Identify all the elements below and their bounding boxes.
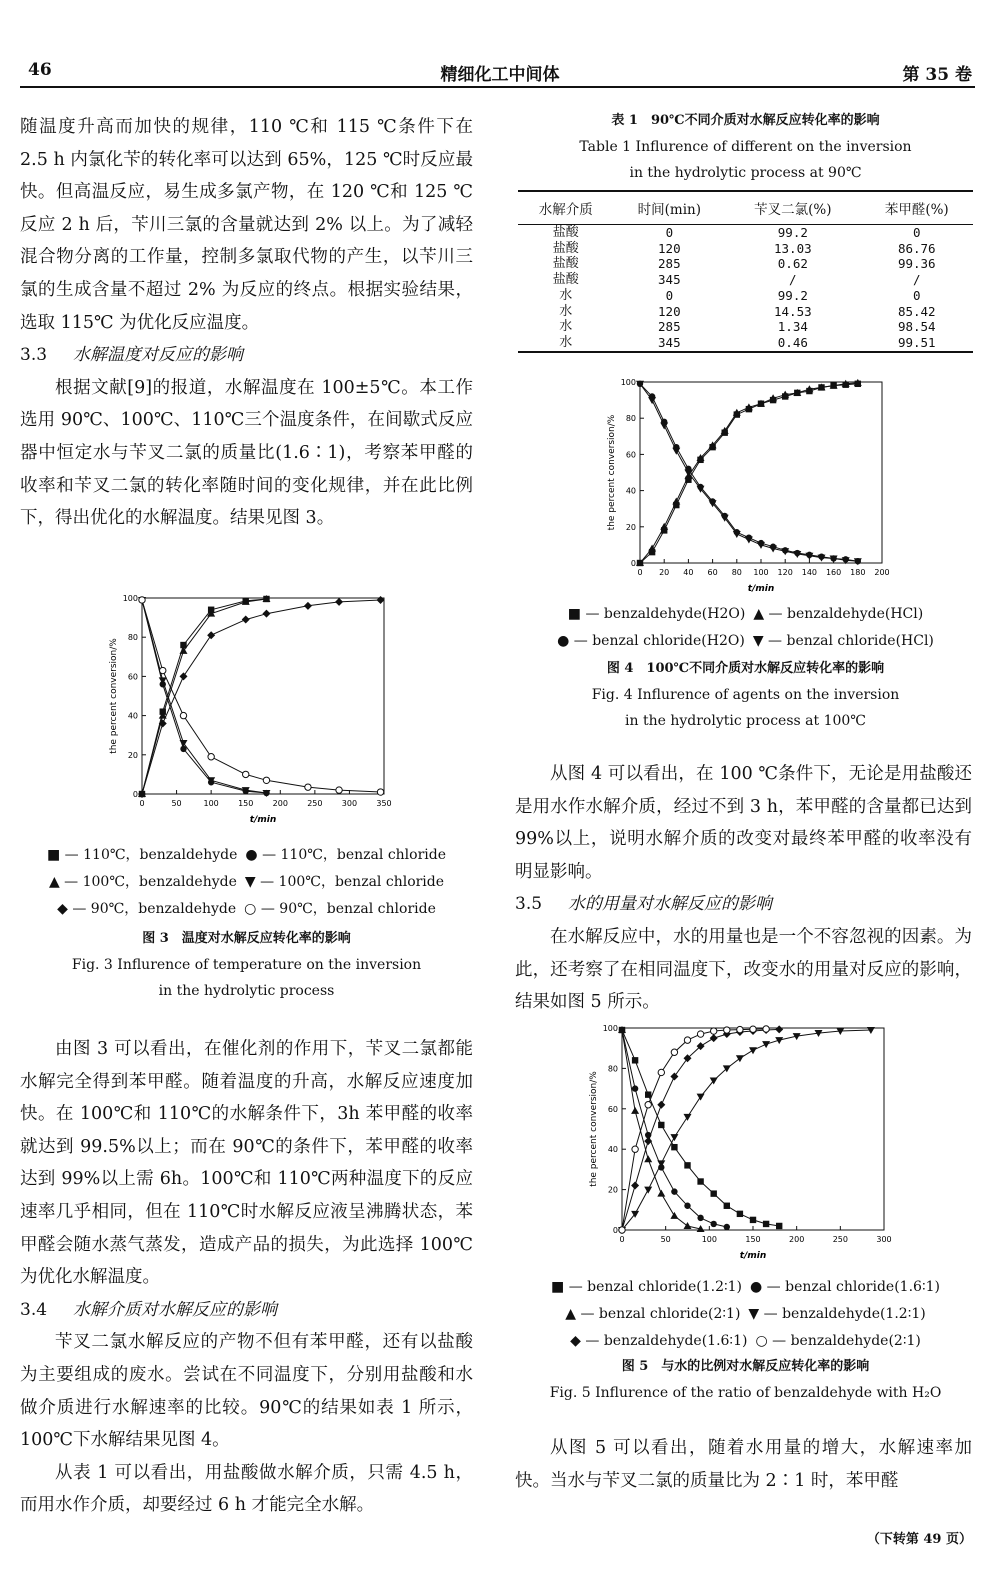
section-3-3-paragraph: 根据文献[9]的报道，水解温度在 100±5℃。本工作选用 90℃、100℃、110℃三个温度条件，在间歇式反应器中恒定水与苄叉二氯的质量比(1.6∶1)，考察苯甲醛的收率和苄叉二氯的转化率随时间的变化规律，并在此比例下，得出优化的水解温度。结果见图 3。 bbox=[20, 377, 473, 529]
legend-item: ● — 110℃，benzal chloride bbox=[245, 847, 446, 863]
x-tick-label: 200 bbox=[874, 568, 890, 577]
right-column-middle bbox=[515, 758, 972, 1019]
x-tick-label: 60 bbox=[707, 568, 718, 577]
legend-item: ◆ — 90℃，benzaldehyde bbox=[57, 901, 237, 917]
data-point bbox=[305, 784, 311, 790]
data-point bbox=[335, 598, 343, 606]
series-line bbox=[622, 1029, 766, 1230]
plot-frame bbox=[640, 382, 882, 563]
data-point bbox=[208, 754, 214, 760]
table-row: 水 120 14.53 85.42 bbox=[559, 303, 936, 319]
y-axis-label: the percent conversion/% bbox=[589, 1071, 599, 1187]
data-point bbox=[632, 1085, 638, 1091]
table-row: 盐酸 0 99.2 0 bbox=[552, 225, 921, 240]
table-1-caption-en: Table 1 Influrence of different on the inversion bbox=[579, 139, 912, 155]
x-tick-label: 0 bbox=[619, 1235, 625, 1244]
data-point bbox=[721, 515, 729, 522]
left-column bbox=[20, 111, 473, 535]
series-line bbox=[622, 1030, 779, 1226]
table-header: 时间(min) bbox=[614, 191, 726, 225]
x-tick-label: 120 bbox=[777, 568, 793, 577]
data-point bbox=[724, 1203, 730, 1209]
legend-item: ■ — benzaldehyde(H2O) bbox=[567, 606, 746, 622]
data-point bbox=[762, 1041, 770, 1048]
page-number: 46 bbox=[28, 60, 52, 80]
x-tick-label: 200 bbox=[272, 799, 288, 808]
figure-4-caption-cn: 图 4 100℃不同介质对水解反应转化率的影响 bbox=[606, 661, 885, 676]
data-point bbox=[657, 1101, 665, 1109]
data-point bbox=[336, 787, 342, 793]
figure-3-paragraph: 由图 3 可以看出，在催化剂的作用下，苄叉二氯都能水解完全得到苯甲醛。随着温度的升高，水解反应速度加快。在 100℃和 110℃的水解条件下，3h 苯甲醛的收率就达到 99.5%以上；而在 90℃的条件下，苯甲醛的收率达到 99%以上需 6h。100℃和 110℃两种温度下的反应速率几乎相同，但在 110℃时水解反应液呈沸腾状态，苯甲醛会随水蒸气蒸发，造成产品的损失，为此选择 100℃为优化水解温度。 bbox=[20, 1039, 473, 1288]
data-point bbox=[377, 789, 383, 795]
x-tick-label: 160 bbox=[825, 568, 842, 577]
legend-item: ▲ — benzal chloride(2∶1) bbox=[565, 1306, 741, 1322]
data-point bbox=[243, 771, 249, 777]
data-point bbox=[179, 672, 187, 680]
data-point bbox=[737, 1026, 743, 1032]
journal-title: 精细化工中间体 bbox=[440, 65, 560, 85]
x-tick-label: 80 bbox=[731, 568, 742, 577]
series-line bbox=[142, 600, 381, 794]
figure-4-paragraph: 从图 4 可以看出，在 100 ℃条件下，无论是用盐酸还是用水作水解介质，经过不到 3 h，苯甲醛的含量都已达到 99%以上，说明水解介质的改变对最终苯甲醛的收率没有明显影响。 bbox=[515, 764, 972, 882]
table-row: 水 0 99.2 0 bbox=[559, 287, 921, 303]
x-tick-label: 100 bbox=[753, 568, 769, 577]
legend-item: ▲ — benzaldehyde(HCl) bbox=[753, 606, 924, 622]
legend-item: ● — benzal chloride(1.6∶1) bbox=[750, 1279, 940, 1295]
figure-5-caption-en: Fig. 5 Influrence of the ratio of benzaldehyde with H₂O bbox=[549, 1385, 942, 1401]
data-point bbox=[749, 1047, 757, 1054]
plot-frame bbox=[142, 598, 384, 794]
data-point bbox=[160, 667, 166, 673]
data-point bbox=[377, 596, 385, 604]
y-tick-label: 80 bbox=[607, 1064, 618, 1074]
data-point bbox=[710, 1034, 718, 1042]
figure-5-chart bbox=[580, 1018, 900, 1264]
data-point bbox=[671, 1188, 677, 1194]
figure-3-chart bbox=[100, 588, 400, 828]
data-point bbox=[242, 616, 250, 624]
figure-3-caption-en: in the hydrolytic process bbox=[158, 983, 335, 999]
left-top-paragraph: 随温度升高而加快的规律，110 ℃和 115 ℃条件下在 2.5 h 内氯化苄的转化率可以达到 65%，125 ℃时反应最快。但高温反应，易生成多氯产物，在 120 ℃和 125 ℃反应 2 h 后，苄川三氯的含量就达到 2% 以上。为了减轻混合物分离的工作量，控制多氯取代物的产生，以苄川三氯的生成含量不超过 2% 为反应的终点。根据实验结果，选取 115℃ 为优化反应温度。 bbox=[20, 117, 473, 333]
section-3-4-paragraph: 苄叉二氯水解反应的产物不但有苯甲醛，还有以盐酸为主要组成的废水。尝试在不同温度下，分别用盐酸和水做介质进行水解速率的比较。90℃的结果如表 1 所示，100℃下水解结果见图 4。 bbox=[20, 1332, 473, 1451]
data-point bbox=[776, 1223, 782, 1229]
y-tick-label: 100 bbox=[122, 594, 138, 603]
data-point bbox=[644, 1137, 652, 1145]
legend-item: ▲ — 100℃，benzaldehyde bbox=[48, 874, 237, 890]
x-tick-label: 50 bbox=[660, 1235, 671, 1244]
data-point bbox=[670, 1072, 678, 1080]
table-header: 苄叉二氯(%) bbox=[725, 191, 860, 225]
legend-item: ▼ — 100℃，benzal chloride bbox=[244, 874, 445, 890]
x-axis-label: t/min bbox=[249, 815, 277, 825]
data-point bbox=[697, 1178, 703, 1184]
y-tick-label: 100 bbox=[602, 1024, 618, 1033]
y-tick-label: 80 bbox=[127, 633, 138, 643]
data-point bbox=[658, 1069, 664, 1075]
series bbox=[138, 597, 270, 797]
data-point bbox=[644, 1187, 652, 1194]
legend-item: ■ — benzal chloride(1.2∶1) bbox=[551, 1279, 742, 1295]
x-tick-label: 0 bbox=[139, 799, 145, 808]
x-tick-label: 350 bbox=[376, 799, 392, 808]
legend-item: ▼ — benzaldehyde(1.2∶1) bbox=[748, 1306, 926, 1322]
series bbox=[618, 1025, 783, 1234]
data-point bbox=[304, 602, 312, 610]
data-point bbox=[670, 1134, 678, 1141]
table-1-caption-cn: 表 1 90℃不同介质对水解反应转化率的影响 bbox=[611, 113, 880, 128]
data-point bbox=[711, 1190, 717, 1196]
section-3-4-heading: 3.4 水解介质对水解反应的影响 bbox=[20, 1299, 278, 1320]
data-point bbox=[645, 1091, 651, 1097]
figure-5-paragraph: 从图 5 可以看出，随着水用量的增大，水解速率加快。当水与苄叉二氯的质量比为 2∶1 时，苯甲醛 bbox=[515, 1438, 972, 1491]
data-point bbox=[737, 1211, 743, 1217]
data-point bbox=[645, 1102, 651, 1108]
data-point bbox=[671, 1049, 677, 1055]
data-point bbox=[180, 712, 186, 718]
data-point bbox=[711, 1221, 717, 1227]
volume-label: 第 35 卷 bbox=[902, 65, 972, 85]
data-point bbox=[657, 1190, 665, 1197]
data-point bbox=[684, 1222, 692, 1229]
section-3-3-heading: 3.3 水解温度对反应的影响 bbox=[20, 345, 244, 366]
series bbox=[618, 1027, 875, 1234]
series-line bbox=[622, 1030, 871, 1230]
table-row: 盐酸 285 0.62 99.36 bbox=[552, 256, 936, 272]
y-tick-label: 20 bbox=[607, 1185, 618, 1195]
y-tick-label: 40 bbox=[625, 486, 636, 496]
series bbox=[138, 595, 270, 797]
table-row: 水 285 1.34 98.54 bbox=[559, 319, 936, 335]
x-tick-label: 100 bbox=[701, 1235, 717, 1244]
table-row: 盐酸 345 / / bbox=[552, 272, 921, 288]
data-point bbox=[697, 1031, 703, 1037]
legend-item: ◆ — benzaldehyde(1.6∶1) bbox=[570, 1333, 748, 1349]
table-1 bbox=[518, 190, 973, 353]
x-axis-label: t/min bbox=[739, 1251, 767, 1261]
data-point bbox=[671, 1144, 677, 1150]
data-point bbox=[711, 1028, 717, 1034]
figure-5-caption bbox=[518, 1354, 973, 1406]
legend-item: ○ — benzaldehyde(2∶1) bbox=[755, 1333, 921, 1349]
table-row: 水 345 0.46 99.51 bbox=[518, 335, 973, 352]
plot-frame bbox=[622, 1028, 884, 1230]
x-tick-label: 0 bbox=[637, 568, 643, 577]
x-tick-label: 250 bbox=[832, 1235, 848, 1244]
left-column-lower bbox=[20, 1033, 473, 1522]
data-point bbox=[139, 597, 145, 603]
data-point bbox=[632, 1146, 638, 1152]
series-line bbox=[142, 600, 381, 792]
legend-item: ○ — 90℃，benzal chloride bbox=[244, 901, 436, 917]
data-point bbox=[697, 1094, 705, 1101]
series bbox=[139, 596, 270, 797]
figure-4-legend bbox=[518, 601, 973, 655]
figure-4-caption bbox=[518, 656, 973, 734]
data-point bbox=[736, 1055, 744, 1062]
x-tick-label: 250 bbox=[307, 799, 323, 808]
figure-3-legend bbox=[20, 842, 473, 923]
y-tick-label: 20 bbox=[127, 750, 138, 760]
data-point bbox=[750, 1217, 756, 1223]
legend-item: ▼ — benzal chloride(HCl) bbox=[752, 633, 934, 649]
legend-item: ■ — 110℃，benzaldehyde bbox=[47, 847, 238, 863]
x-tick-label: 140 bbox=[801, 568, 818, 577]
data-point bbox=[644, 1155, 652, 1162]
data-point bbox=[631, 1182, 639, 1190]
data-point bbox=[763, 1221, 769, 1227]
x-axis-label: t/min bbox=[747, 584, 775, 594]
y-tick-label: 60 bbox=[607, 1104, 618, 1114]
table-header: 水解介质 bbox=[518, 191, 614, 225]
x-tick-label: 180 bbox=[850, 568, 866, 577]
figure-4-caption-en: Fig. 4 Influrence of agents on the inversion bbox=[591, 687, 900, 703]
x-tick-label: 50 bbox=[171, 799, 182, 808]
series-line bbox=[142, 599, 267, 794]
data-point bbox=[684, 1037, 690, 1043]
figure-3-caption-cn: 图 3 温度对水解反应转化率的影响 bbox=[142, 931, 351, 946]
series-line bbox=[142, 599, 267, 794]
y-tick-label: 0 bbox=[612, 1226, 618, 1235]
data-point bbox=[619, 1227, 625, 1233]
table-row: 盐酸 120 13.03 86.76 bbox=[552, 240, 936, 256]
x-tick-label: 300 bbox=[876, 1235, 892, 1244]
continued-note: （下转第 49 页） bbox=[866, 1532, 972, 1547]
table-1-caption bbox=[518, 108, 973, 186]
y-axis-label: the percent conversion/% bbox=[607, 414, 617, 531]
y-tick-label: 100 bbox=[620, 378, 636, 387]
y-tick-label: 60 bbox=[625, 450, 636, 460]
header-rule bbox=[20, 86, 975, 88]
data-point bbox=[750, 1026, 756, 1032]
data-point bbox=[775, 1025, 783, 1033]
figure-5-legend bbox=[518, 1274, 973, 1355]
data-point bbox=[745, 536, 753, 543]
series-line bbox=[142, 600, 267, 793]
figure-4-chart bbox=[598, 372, 898, 597]
y-tick-label: 80 bbox=[625, 414, 636, 424]
series bbox=[139, 597, 270, 796]
data-point bbox=[733, 531, 741, 538]
data-point bbox=[724, 1224, 730, 1230]
y-tick-label: 40 bbox=[127, 711, 138, 721]
table-1-caption-en: in the hydrolytic process at 90℃ bbox=[629, 165, 862, 181]
x-tick-label: 20 bbox=[659, 568, 670, 577]
figure-3-caption bbox=[20, 926, 473, 1004]
y-tick-label: 60 bbox=[127, 672, 138, 682]
data-point bbox=[684, 1203, 690, 1209]
y-tick-label: 40 bbox=[607, 1145, 618, 1155]
y-tick-label: 20 bbox=[625, 522, 636, 532]
table-1-paragraph: 从表 1 可以看出，用盐酸做水解介质，只需 4.5 h，而用水作介质，却要经过 6 h 才能完全水解。 bbox=[20, 1462, 473, 1516]
data-point bbox=[697, 1215, 703, 1221]
figure-4-caption-en: in the hydrolytic process at 100℃ bbox=[625, 713, 866, 729]
data-point bbox=[724, 1027, 730, 1033]
right-column-lower bbox=[515, 1432, 972, 1497]
x-tick-label: 200 bbox=[789, 1235, 805, 1244]
series-line bbox=[622, 1029, 779, 1230]
data-point bbox=[684, 1162, 690, 1168]
data-point bbox=[262, 610, 270, 618]
series-line bbox=[142, 600, 267, 793]
x-tick-label: 100 bbox=[203, 799, 219, 808]
data-point bbox=[684, 1114, 692, 1121]
x-tick-label: 150 bbox=[238, 799, 254, 808]
data-point bbox=[263, 777, 269, 783]
figure-5-caption-cn: 图 5 与水的比例对水解反应转化率的影响 bbox=[621, 1359, 870, 1374]
x-tick-label: 150 bbox=[745, 1235, 761, 1244]
x-tick-label: 300 bbox=[341, 799, 358, 808]
data-point bbox=[658, 1122, 664, 1128]
data-point bbox=[207, 631, 215, 639]
x-tick-label: 40 bbox=[683, 568, 694, 577]
y-axis-label: the percent conversion/% bbox=[109, 638, 119, 754]
section-3-5-heading: 3.5 水的用量对水解反应的影响 bbox=[515, 894, 773, 915]
figure-3-caption-en: Fig. 3 Influrence of temperature on the inversion bbox=[71, 957, 422, 973]
data-point bbox=[670, 1212, 678, 1219]
series bbox=[139, 597, 384, 795]
y-tick-label: 0 bbox=[630, 559, 636, 568]
table-header: 苯甲醛(%) bbox=[861, 191, 973, 225]
data-point bbox=[632, 1057, 638, 1063]
y-tick-label: 0 bbox=[132, 790, 138, 799]
data-point bbox=[631, 1107, 639, 1114]
data-point bbox=[763, 1026, 769, 1032]
section-3-5-paragraph: 在水解反应中，水的用量也是一个不容忽视的因素。为此，还考察了在相同温度下，改变水的用量对反应的影响，结果如图 5 所示。 bbox=[515, 926, 972, 1013]
legend-item: ● — benzal chloride(H2O) bbox=[557, 633, 745, 649]
